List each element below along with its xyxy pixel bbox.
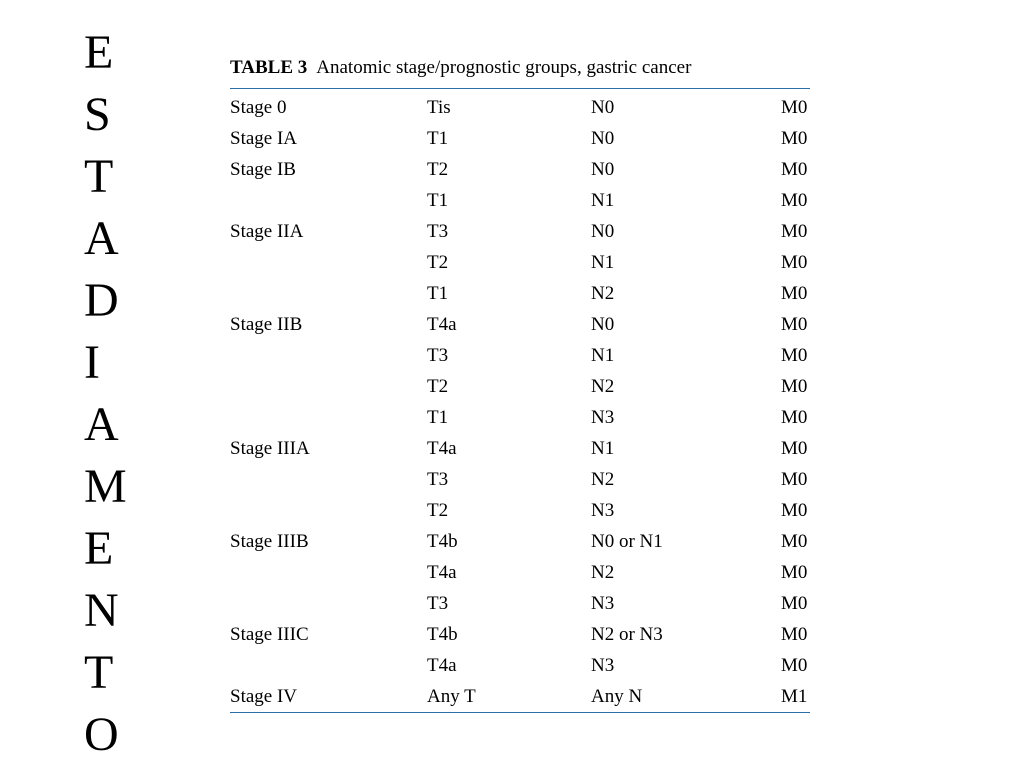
- t-cell: Tis: [427, 97, 451, 118]
- m-cell: M0: [781, 562, 808, 583]
- n-cell: N3: [591, 407, 615, 428]
- t-cell: T1: [427, 190, 449, 211]
- vertical-title-letter: I: [84, 336, 100, 389]
- n-cell: N0: [591, 221, 615, 242]
- stage-cell: [230, 402, 427, 433]
- vertical-title-letter: A: [84, 212, 119, 265]
- n-cell: N0: [591, 159, 615, 180]
- table-row: [230, 433, 810, 464]
- vertical-title: [84, 22, 140, 766]
- stage-cell: [230, 278, 427, 309]
- stage-cell: Stage IIA: [230, 221, 304, 242]
- t-cell: T4b: [427, 624, 458, 645]
- t-cell: T2: [427, 252, 449, 273]
- n-cell: N3: [591, 655, 615, 676]
- table-row: [230, 216, 810, 247]
- table-row: [230, 650, 810, 681]
- n-cell: N0: [591, 128, 615, 149]
- m-cell: M0: [781, 345, 808, 366]
- table-caption: [230, 54, 810, 89]
- stage-cell: [230, 588, 427, 619]
- n-cell: N2: [591, 562, 615, 583]
- t-cell: Any T: [427, 686, 476, 707]
- n-cell: Any N: [591, 686, 643, 707]
- n-cell: N0: [591, 97, 615, 118]
- stage-cell: [230, 185, 427, 216]
- table-row: [230, 495, 810, 526]
- m-cell: M0: [781, 252, 808, 273]
- stage-cell: [230, 495, 427, 526]
- table-row: [230, 340, 810, 371]
- m-cell: M0: [781, 593, 808, 614]
- vertical-title-letter: T: [84, 150, 114, 203]
- vertical-title-letter: M: [84, 460, 127, 513]
- n-cell: N3: [591, 593, 615, 614]
- stage-cell: [230, 464, 427, 495]
- table-row: [230, 588, 810, 619]
- t-cell: T3: [427, 221, 449, 242]
- table-row: [230, 619, 810, 650]
- n-cell: N1: [591, 345, 615, 366]
- n-cell: N3: [591, 500, 615, 521]
- m-cell: M0: [781, 407, 808, 428]
- t-cell: T2: [427, 376, 449, 397]
- m-cell: M0: [781, 221, 808, 242]
- vertical-title-letter: S: [84, 88, 111, 141]
- stage-cell: Stage IB: [230, 159, 296, 180]
- stage-cell: Stage IV: [230, 686, 298, 707]
- vertical-title-letter: T: [84, 646, 114, 699]
- stage-cell: Stage IIIB: [230, 531, 309, 552]
- stage-cell: [230, 557, 427, 588]
- t-cell: T1: [427, 283, 449, 304]
- table-row: [230, 123, 810, 154]
- table-row: [230, 247, 810, 278]
- n-cell: N0 or N1: [591, 531, 663, 552]
- stage-cell: Stage 0: [230, 97, 287, 118]
- table-row: [230, 681, 810, 713]
- table-caption-text: Anatomic stage/prognostic groups, gastric cancer: [316, 57, 692, 78]
- table-row: [230, 526, 810, 557]
- t-cell: T2: [427, 159, 449, 180]
- stage-cell: [230, 371, 427, 402]
- vertical-title-letter: D: [84, 274, 119, 327]
- m-cell: M0: [781, 655, 808, 676]
- vertical-title-letter: A: [84, 398, 119, 451]
- t-cell: T4a: [427, 562, 457, 583]
- n-cell: N1: [591, 190, 615, 211]
- t-cell: T4b: [427, 531, 458, 552]
- table-row: [230, 371, 810, 402]
- table-caption-label: TABLE 3: [230, 57, 308, 78]
- t-cell: T1: [427, 128, 449, 149]
- m-cell: M0: [781, 314, 808, 335]
- m-cell: M0: [781, 531, 808, 552]
- table-row: [230, 309, 810, 340]
- n-cell: N1: [591, 438, 615, 459]
- vertical-title-letter: N: [84, 584, 119, 637]
- n-cell: N2 or N3: [591, 624, 663, 645]
- stage-cell: Stage IA: [230, 128, 298, 149]
- m-cell: M0: [781, 500, 808, 521]
- stage-cell: [230, 340, 427, 371]
- m-cell: M0: [781, 376, 808, 397]
- m-cell: M0: [781, 159, 808, 180]
- table-row: [230, 154, 810, 185]
- m-cell: M0: [781, 190, 808, 211]
- vertical-title-letter: O: [84, 708, 119, 761]
- m-cell: M0: [781, 438, 808, 459]
- n-cell: N0: [591, 314, 615, 335]
- table-row: [230, 92, 810, 123]
- m-cell: M0: [781, 97, 808, 118]
- table-row: [230, 557, 810, 588]
- table-row: [230, 278, 810, 309]
- stage-cell: [230, 650, 427, 681]
- m-cell: M0: [781, 624, 808, 645]
- t-cell: T3: [427, 469, 449, 490]
- m-cell: M0: [781, 128, 808, 149]
- staging-table: [230, 92, 810, 713]
- stage-cell: Stage IIIC: [230, 624, 309, 645]
- t-cell: T1: [427, 407, 449, 428]
- table-row: [230, 402, 810, 433]
- t-cell: T4a: [427, 655, 457, 676]
- t-cell: T4a: [427, 314, 457, 335]
- stage-cell: Stage IIB: [230, 314, 303, 335]
- table-row: [230, 185, 810, 216]
- t-cell: T3: [427, 593, 449, 614]
- t-cell: T2: [427, 500, 449, 521]
- vertical-title-letter: E: [84, 522, 114, 575]
- n-cell: N1: [591, 252, 615, 273]
- t-cell: T3: [427, 345, 449, 366]
- n-cell: N2: [591, 469, 615, 490]
- m-cell: M0: [781, 283, 808, 304]
- staging-table-body: [230, 92, 810, 713]
- vertical-title-letter: E: [84, 26, 114, 79]
- m-cell: M1: [781, 686, 808, 707]
- stage-cell: [230, 247, 427, 278]
- n-cell: N2: [591, 283, 615, 304]
- m-cell: M0: [781, 469, 808, 490]
- staging-table-block: [230, 54, 810, 713]
- stage-cell: Stage IIIA: [230, 438, 310, 459]
- table-row: [230, 464, 810, 495]
- n-cell: N2: [591, 376, 615, 397]
- t-cell: T4a: [427, 438, 457, 459]
